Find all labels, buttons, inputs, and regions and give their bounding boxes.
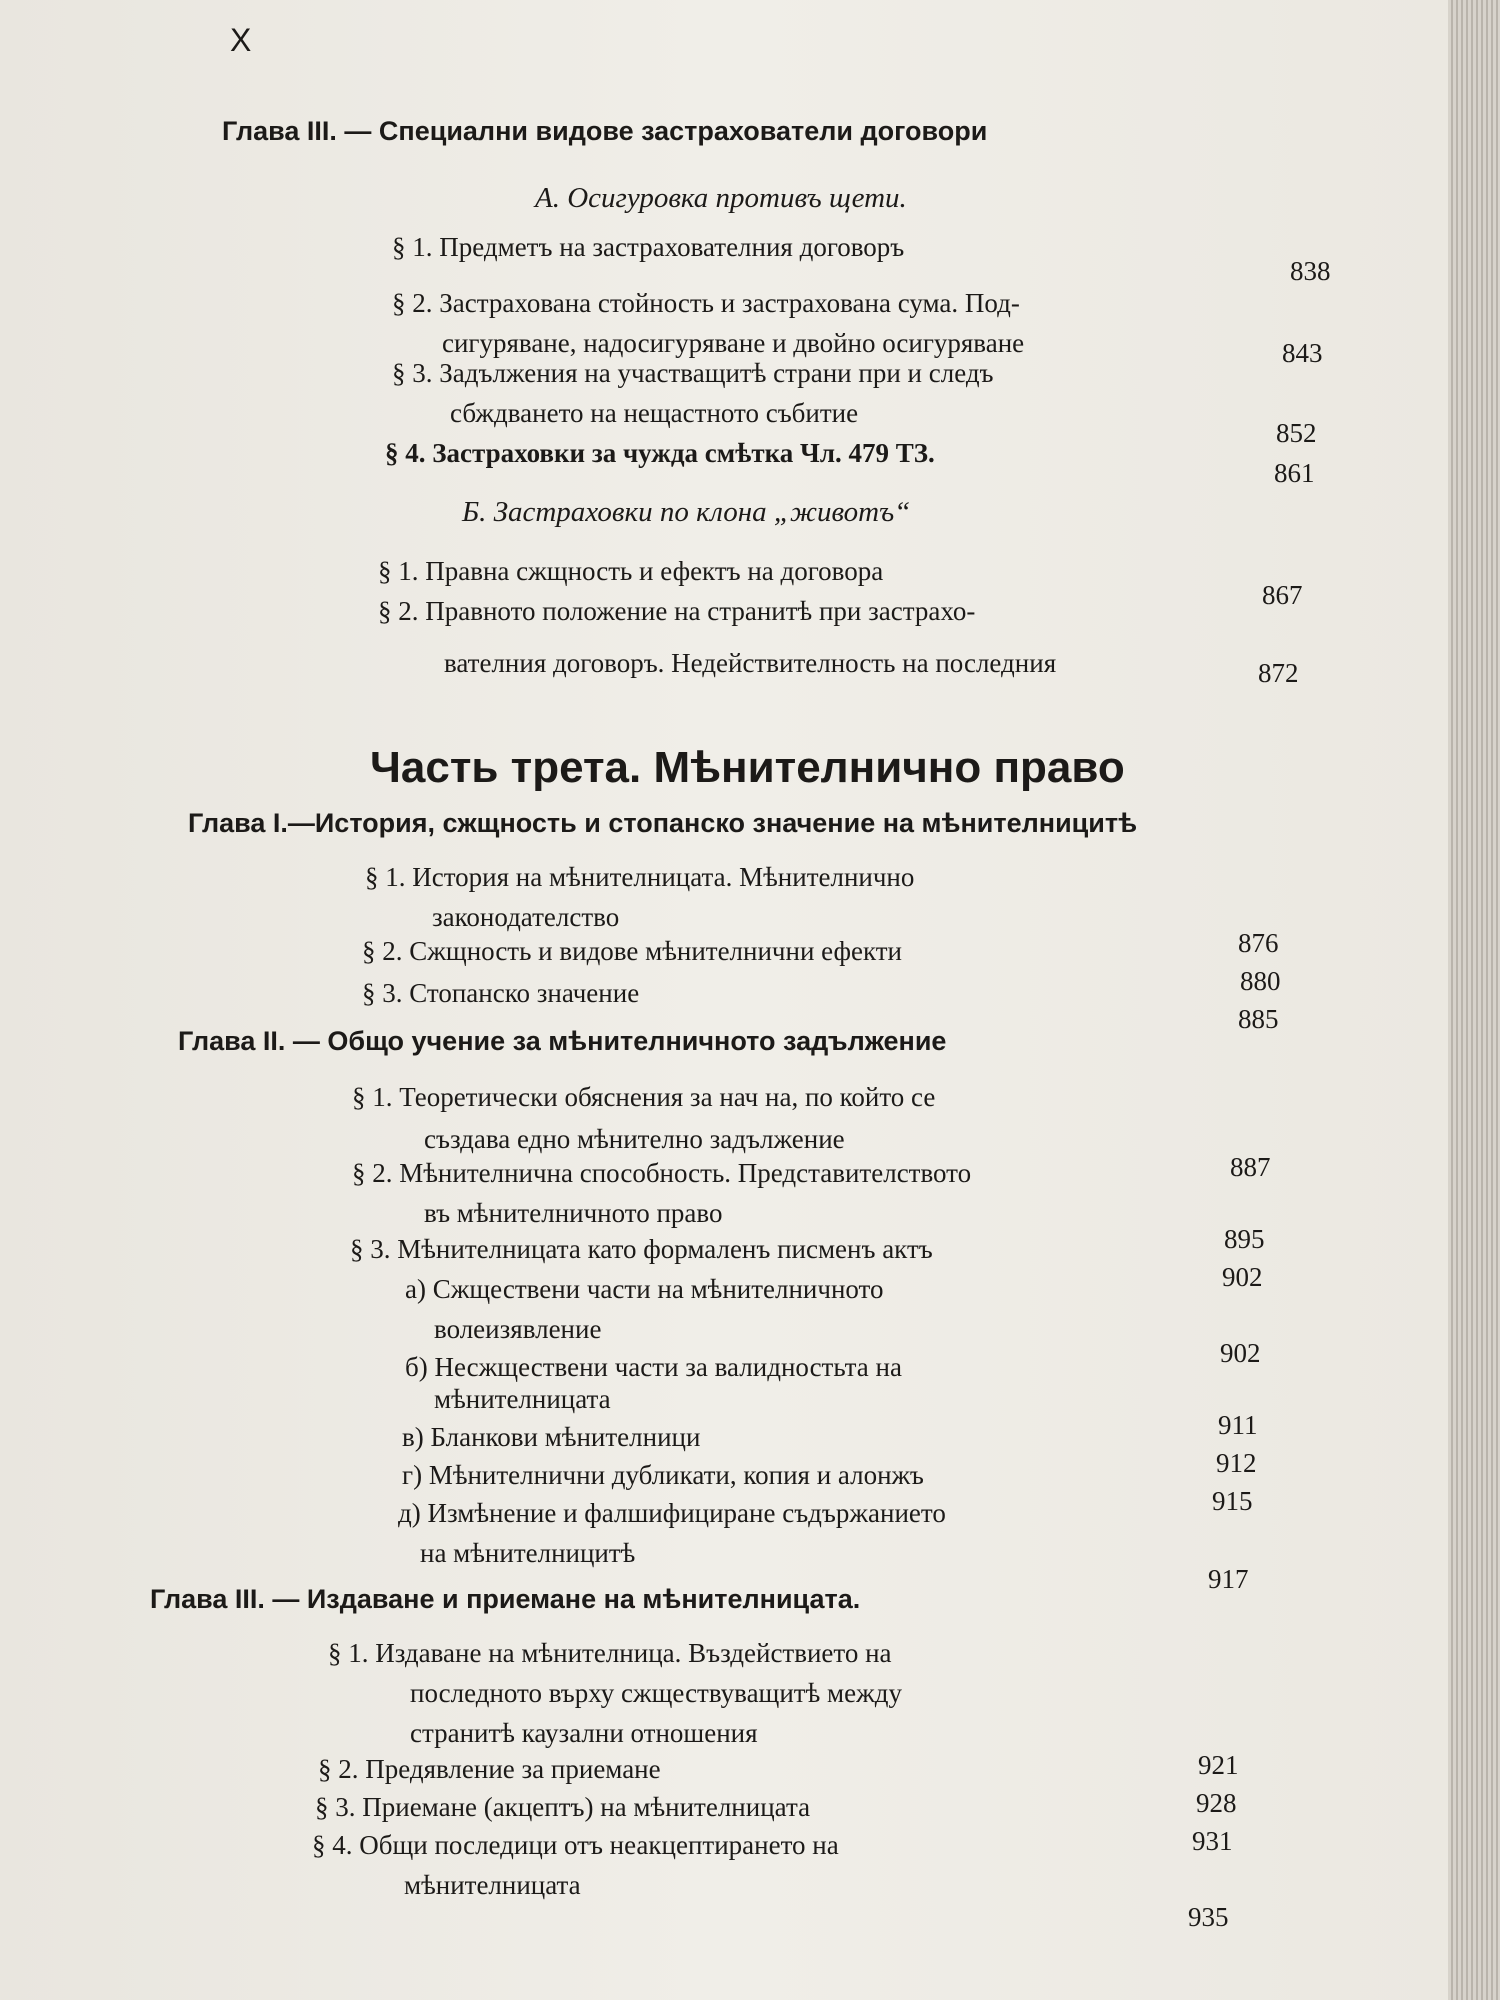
toc-entry: § 3. Стопанско значение	[362, 978, 640, 1008]
page-number: X	[230, 22, 252, 58]
chapter-heading: Глава III. — Издаване и приемане на мѣнителницата.	[150, 1584, 861, 1614]
toc-page-number: 843	[1282, 338, 1323, 368]
toc-entry-continuation: последното върху сжществуващитѣ между	[410, 1678, 902, 1708]
section-heading: Б. Застраховки по клона „животъ“	[462, 496, 911, 528]
toc-page-number: 876	[1238, 928, 1279, 958]
toc-entry: § 2. Предявление за приемане	[318, 1754, 661, 1784]
toc-page-number: 838	[1290, 256, 1331, 286]
toc-page-number: 872	[1258, 658, 1299, 688]
toc-entry-continuation: сигуряване, надосигуряване и двойно осигуряване	[442, 328, 1025, 358]
toc-entry: § 2. Правното положение на странитѣ при застрахо-	[378, 596, 976, 626]
toc-entry: § 2. Мѣнителнична способность. Представителството	[352, 1158, 972, 1188]
toc-page-number: 852	[1276, 418, 1317, 448]
toc-entry: § 2. Застрахована стойность и застрахована сума. Под-	[392, 288, 1020, 318]
toc-entry: § 1. Предметъ на застрахователния договоръ	[392, 232, 905, 262]
toc-page-number: 902	[1220, 1338, 1261, 1368]
toc-entry: § 2. Сжщность и видове мѣнителнични ефекти	[362, 936, 902, 966]
toc-page-number: 915	[1212, 1486, 1253, 1516]
toc-entry-continuation: мѣнителницата	[404, 1870, 581, 1900]
chapter-heading: Глава II. — Общо учение за мѣнителничното задължение	[178, 1026, 947, 1056]
chapter-heading: Глава III. — Специални видове застрахователи договори	[222, 116, 988, 146]
toc-page-number: 921	[1198, 1750, 1239, 1780]
toc-entry-continuation: въ мѣнителничното право	[424, 1198, 723, 1228]
toc-entry: § 1. Правна сжщность и ефектъ на договора	[378, 556, 884, 586]
toc-entry: § 1. История на мѣнителницата. Мѣнителнично	[365, 862, 915, 892]
toc-page-number: 911	[1218, 1410, 1258, 1440]
toc-subentry: в) Бланкови мѣнителници	[402, 1422, 701, 1452]
toc-entry-continuation: законодателство	[432, 902, 620, 932]
toc-page-number: 928	[1196, 1788, 1237, 1818]
toc-entry-continuation: създава едно мѣнително задължение	[424, 1124, 845, 1154]
toc-entry: § 3. Мѣнителницата като формаленъ писменъ актъ	[350, 1234, 933, 1264]
toc-entry-continuation: сбждването на нещастното събитие	[450, 398, 859, 428]
toc-entry: § 4. Общи последици отъ неакцептирането на	[312, 1830, 839, 1860]
toc-entry: § 4. Застраховки за чужда смѣтка Чл. 479 ТЗ.	[385, 438, 935, 468]
toc-page-number: 931	[1192, 1826, 1233, 1856]
toc-page-number: 887	[1230, 1152, 1271, 1182]
toc-entry-continuation: мѣнителницата	[434, 1384, 611, 1414]
toc-page-number: 867	[1262, 580, 1303, 610]
toc-entry-continuation: вателния договоръ. Недействителность на последния	[444, 648, 1057, 678]
section-heading: А. Осигуровка противъ щети.	[535, 182, 907, 214]
toc-page-number: 917	[1208, 1564, 1249, 1594]
toc-entry: § 1. Теоретически обяснения за нач на, по който се	[352, 1082, 936, 1112]
toc-entry-continuation: странитѣ каузални отношения	[410, 1718, 758, 1748]
toc-entry: § 3. Задължения на участващитѣ страни при и следъ	[392, 358, 994, 388]
toc-page-number: 912	[1216, 1448, 1257, 1478]
toc-page-number: 885	[1238, 1004, 1279, 1034]
part-title: Часть трета. Мѣнителнично право	[370, 743, 1125, 792]
toc-subentry: д) Измѣнение и фалшифициране съдържанието	[398, 1498, 946, 1528]
toc-subentry: б) Несжществени части за валидностьта на	[405, 1352, 902, 1382]
toc-subentry: г) Мѣнителнични дубликати, копия и алонжъ	[402, 1460, 924, 1490]
toc-page-number: 935	[1188, 1902, 1229, 1932]
chapter-heading: Глава I.—История, сжщность и стопанско значение на мѣнителницитѣ	[188, 808, 1138, 838]
toc-page-number: 880	[1240, 966, 1281, 996]
toc-entry-continuation: волеизявление	[434, 1314, 602, 1344]
toc-page-number: 902	[1222, 1262, 1263, 1292]
toc-entry: § 3. Приемане (акцептъ) на мѣнителницата	[315, 1792, 811, 1822]
book-fore-edge	[1448, 0, 1500, 2000]
toc-subentry: а) Сжществени части на мѣнителничното	[405, 1274, 884, 1304]
toc-entry: § 1. Издаване на мѣнителница. Въздействието на	[328, 1638, 892, 1668]
toc-entry-continuation: на мѣнителницитѣ	[420, 1538, 636, 1568]
toc-page-number: 895	[1224, 1224, 1265, 1254]
toc-page-number: 861	[1274, 458, 1315, 488]
